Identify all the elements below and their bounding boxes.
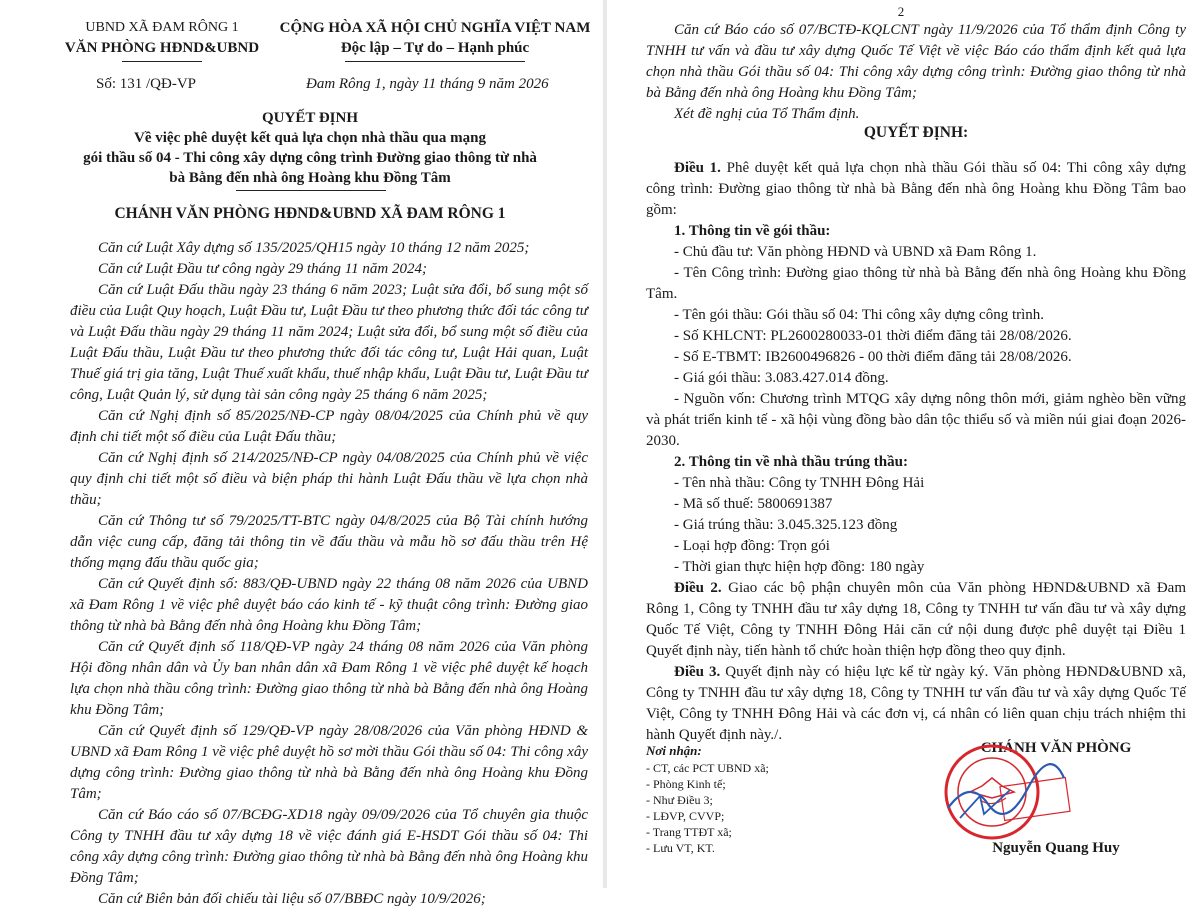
list-item: - Tên gói thầu: Gói thầu số 04: Thi công xây dựng công trình. — [674, 307, 1045, 323]
list-item: - Chủ đầu tư: Văn phòng HĐND và UBND xã Đam Rông 1. — [674, 244, 1037, 260]
signer-title: CHÁNH VĂN PHÒNG — [980, 740, 1132, 756]
basis-item: Căn cứ Thông tư số 79/2025/TT-BTC ngày 04/8/2025 của Bộ Tài chính hướng dẫn việc cung cấp, đăng tải thông tin về đấu thầu và mẫu hồ sơ đấu thầu trên Hệ thống mạng đấu thầu quốc gia; — [70, 513, 588, 571]
basis-item: Căn cứ Nghị định số 214/2025/NĐ-CP ngày 04/08/2025 của Chính phủ về việc quy định chi tiết một số điều và biện pháp thi hành Luật Đấu thầu về lựa chọn nhà thầu; — [70, 450, 588, 508]
article-2-label: Điều 2. — [674, 580, 722, 596]
subject-line-2: gói thầu số 04 - Thi công xây dựng công trình Đường giao thông từ nhà — [83, 150, 537, 166]
list-item: - Mã số thuế: 5800691387 — [674, 496, 833, 512]
basis-item: Căn cứ Quyết định số 129/QĐ-VP ngày 28/08/2026 của Văn phòng HĐND & UBND xã Đam Rông 1 về việc phê duyệt hồ sơ mời thầu Gói thầu số 04: Thi công xây dựng công trình: Đường giao thông từ nhà bà Bằng đến nhà ông Hoàng khu Đồng Tâm; — [70, 723, 588, 802]
article-1-label: Điều 1. — [674, 160, 721, 176]
article-3-label: Điều 3. — [674, 664, 721, 680]
legal-bases — [70, 238, 588, 910]
proposal: Xét đề nghị của Tổ Thẩm định. — [674, 106, 860, 122]
basis-item: Căn cứ Báo cáo số 07/BCĐG-XD18 ngày 09/09/2026 của Tổ chuyên gia thuộc Công ty TNHH đầu tư xây dựng 18 về việc đánh giá E-HSDT Gói thầu số 04: Thi công xây dựng công trình: Đường giao thông từ nhà bà Bằng đến nhà ông Hoàng khu Đồng Tâm; — [70, 807, 588, 886]
doc-title: QUYẾT ĐỊNH — [262, 110, 358, 126]
basis-item: Căn cứ Quyết định số 118/QĐ-VP ngày 24 tháng 08 năm 2026 của Văn phòng Hội đồng nhân dân và Ủy ban nhân dân xã Đam Rông 1 về việc phê duyệt kế hoạch lựa chọn nhà thầu công trình: Đường giao thông từ nhà bà Bằng đến nhà ông Hoàng khu Đồng Tâm; — [70, 639, 588, 718]
page-number: 2 — [897, 4, 905, 19]
basis-item: Căn cứ Nghị định số 85/2025/NĐ-CP ngày 08/04/2025 của Chính phủ về quy định chi tiết một số điều của Luật Đấu thầu; — [70, 408, 588, 445]
authority: CHÁNH VĂN PHÒNG HĐND&UBND XÃ ĐAM RÔNG 1 — [114, 205, 506, 222]
basis-continued — [646, 20, 1186, 125]
recipient-item: - LĐVP, CVVP; — [646, 809, 725, 823]
nation-motto: Độc lập – Tự do – Hạnh phúc — [340, 40, 530, 56]
basis-item: Căn cứ Luật Xây dựng số 135/2025/QH15 ngày 10 tháng 12 năm 2025; — [98, 240, 530, 256]
list-item: - Loại hợp đồng: Trọn gói — [674, 538, 830, 554]
article-2-text: Giao các bộ phận chuyên môn của Văn phòng HĐND&UBND xã Đam Rông 1, Công ty TNHH đầu tư xây dựng 18, Công ty TNHH tư vấn đầu tư và xây dựng Quốc Tế Việt, Công ty TNHH Đông Hải căn cứ nội dung được phê duyệt tại Điều 1 Quyết định này, tiến hành tổ chức hoàn thiện hợp đồng theo quy định. — [646, 580, 1187, 659]
list-item: - Số KHLCNT: PL2600280033-01 thời điểm đăng tải 28/08/2026. — [674, 328, 1072, 344]
recipients — [646, 742, 906, 856]
document-number: Số: 131 /QĐ-VP — [96, 76, 197, 92]
divider — [236, 190, 386, 191]
recipient-item: - Như Điều 3; — [646, 793, 713, 807]
document-date: Đam Rông 1, ngày 11 tháng 9 năm 2026 — [306, 76, 549, 92]
list-item: - Nguồn vốn: Chương trình MTQG xây dựng nông thôn mới, giảm nghèo bền vững và phát triển kinh tế - xã hội vùng đồng bào dân tộc thiểu số và miền núi giai đoạn 2026-2030. — [646, 391, 1186, 449]
recipient-item: - Trang TTĐT xã; — [646, 825, 732, 839]
recipients-title: Nơi nhận: — [646, 743, 702, 758]
decide-heading: QUYẾT ĐỊNH: — [863, 124, 969, 141]
divider — [345, 61, 525, 62]
basis-item: Căn cứ Luật Đấu thầu ngày 23 tháng 6 năm 2023; Luật sửa đổi, bổ sung một số điều của Luật Quy hoạch, Luật Đầu tư, Luật Đầu tư theo phương thức đối tác công tư và Luật Đấu thầu ngày 29 tháng 11 năm 2024; Luật sửa đổi, bổ sung một số điều của Luật Đấu thầu, Luật Đầu tư theo phương thức đối tác công tư, Luật Hải quan, Luật Thuế giá trị gia tăng, Luật Thuế xuất khẩu, thuế nhập khẩu, Luật Đầu tư, Luật Đầu tư công, Luật Quản lý, sử dụng tài sản công ngày 25 tháng 6 năm 2025; — [70, 282, 588, 403]
article-1-text: Phê duyệt kết quả lựa chọn nhà thầu Gói thầu số 04: Thi công xây dựng công trình: Đường giao thông từ nhà bà Bằng đến nhà ông Hoàng khu Đồng Tâm bao gồm: — [646, 160, 1187, 218]
page-2 — [606, 0, 1200, 888]
list-item: - Số E-TBMT: IB2600496826 - 00 thời điểm đăng tải 28/08/2026. — [674, 349, 1072, 365]
official-seal-icon — [940, 738, 1070, 846]
list-item: - Giá trúng thầu: 3.045.325.123 đồng — [674, 517, 898, 533]
basis-item: Căn cứ Luật Đầu tư công ngày 29 tháng 11 năm 2024; — [98, 261, 427, 277]
subject-line-3: bà Bằng đến nhà ông Hoàng khu Đồng Tâm — [169, 170, 451, 186]
recipient-item: - CT, các PCT UBND xã; — [646, 761, 769, 775]
list-item: - Tên nhà thầu: Công ty TNHH Đông Hải — [674, 475, 925, 491]
basis-item: Căn cứ Biên bản đối chiếu tài liệu số 07/BBĐC ngày 10/9/2026; — [98, 891, 486, 907]
list-item: - Giá gói thầu: 3.083.427.014 đồng. — [674, 370, 889, 386]
org-name: UBND XÃ ĐAM RÔNG 1 — [85, 20, 239, 35]
section-1-heading: 1. Thông tin về gói thầu: — [674, 223, 831, 239]
basis-item: Căn cứ Báo cáo số 07/BCTĐ-KQLCNT ngày 11/9/2026 của Tổ thẩm định Công ty TNHH tư vấn và đầu tư xây dựng Quốc Tế Việt về việc Báo cáo thẩm định kết quả lựa chọn nhà thầu Gói thầu số 04: Thi công xây dựng công trình: Đường giao thông từ nhà bà Bằng đến nhà ông Hoàng khu Đồng Tâm; — [646, 22, 1186, 101]
basis-item: Căn cứ Quyết định số: 883/QĐ-UBND ngày 22 tháng 08 năm 2026 của UBND xã Đam Rông 1 về việc phê duyệt báo cáo kinh tế - kỹ thuật công trình: Đường giao thông từ nhà bà Bằng đến nhà ông Hoàng khu Đồng Tâm; — [70, 576, 588, 634]
list-item: - Thời gian thực hiện hợp đồng: 180 ngày — [674, 559, 925, 575]
office-name: VĂN PHÒNG HĐND&UBND — [64, 40, 260, 56]
signer-name: Nguyễn Quang Huy — [992, 840, 1120, 856]
recipient-item: - Phòng Kinh tế; — [646, 777, 726, 791]
subject-line-1: Về việc phê duyệt kết quả lựa chọn nhà thầu qua mạng — [134, 130, 486, 146]
nation-title: CỘNG HÒA XÃ HỘI CHỦ NGHĨA VIỆT NAM — [279, 20, 591, 36]
section-2-heading: 2. Thông tin về nhà thầu trúng thầu: — [674, 454, 908, 470]
article-3-text: Quyết định này có hiệu lực kể từ ngày ký. Văn phòng HĐND&UBND xã, Công ty TNHH đầu tư xây dựng 18, Công ty TNHH tư vấn đầu tư và xây dựng Quốc Tế Việt, Công ty TNHH Đông Hải và các đơn vị, cá nhân có liên quan chịu trách nhiệm thi hành Quyết định này./. — [646, 664, 1187, 743]
articles — [646, 158, 1186, 746]
recipient-item: - Lưu VT, KT. — [646, 841, 715, 855]
divider — [122, 61, 202, 62]
list-item: - Tên Công trình: Đường giao thông từ nhà bà Bằng đến nhà ông Hoàng khu Đồng Tâm. — [646, 265, 1186, 302]
